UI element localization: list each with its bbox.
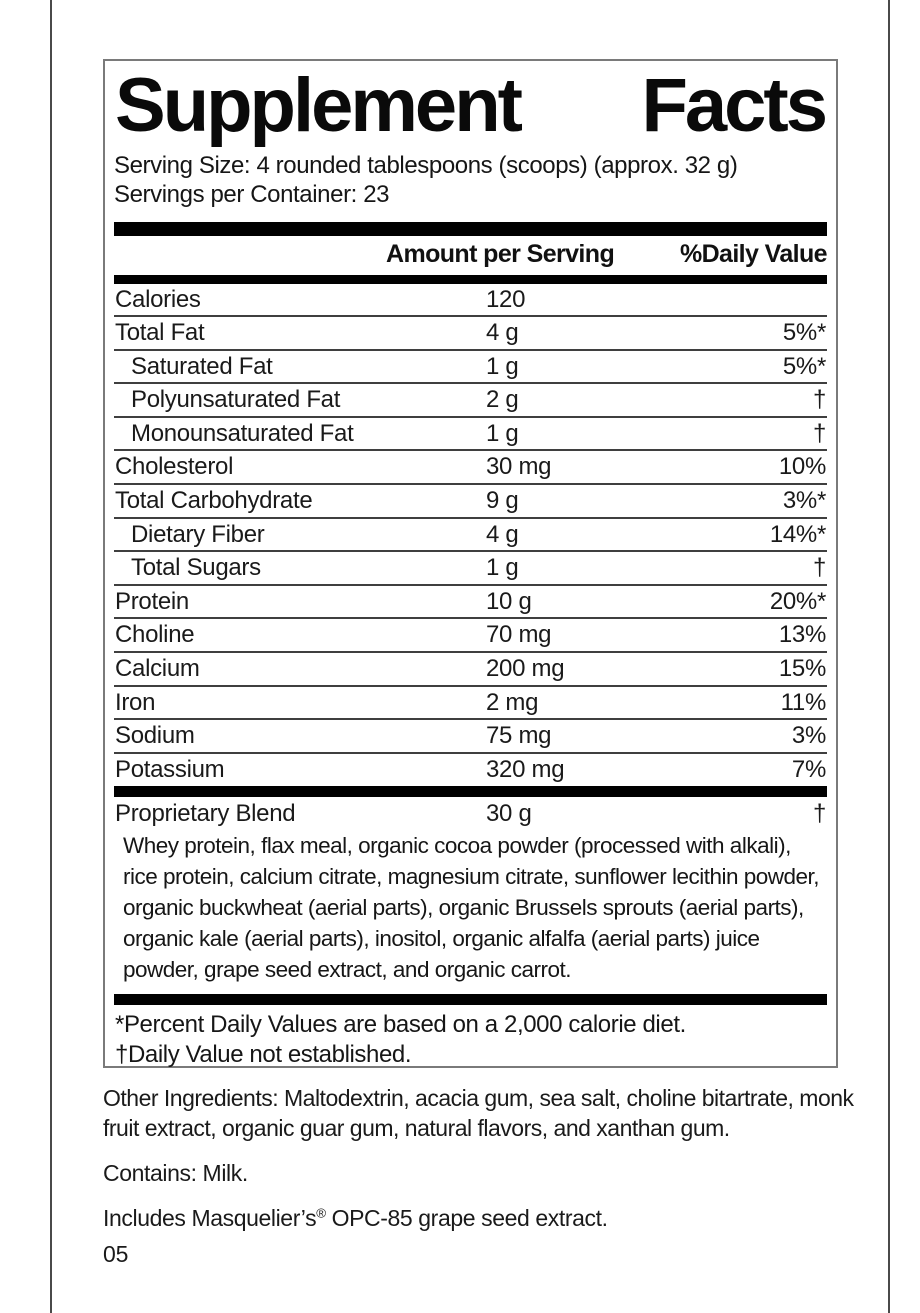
nutrient-daily-value: 20%* (769, 587, 826, 615)
nutrient-amount: 30 mg (486, 453, 552, 481)
nutrient-name: Calcium (115, 655, 200, 683)
nutrient-name: Proprietary Blend (115, 800, 296, 828)
table-row (114, 351, 827, 385)
nutrient-name: Monounsaturated Fat (131, 419, 354, 447)
table-row (114, 586, 827, 620)
includes-suffix: OPC-85 grape seed extract. (325, 1205, 608, 1231)
other-ingredients-text: Other Ingredients: Maltodextrin, acacia gum, sea salt, choline bitartrate, monk fruit extract, organic guar gum, natural flavors, and xanthan gum. (103, 1085, 854, 1141)
nutrient-amount: 9 g (486, 487, 519, 515)
nutrient-amount: 200 mg (486, 655, 565, 683)
nutrient-name: Cholesterol (115, 453, 234, 481)
supplement-facts-title (115, 63, 825, 148)
nutrient-name: Total Fat (115, 319, 205, 347)
footnotes (114, 1005, 827, 1070)
table-row (114, 317, 827, 351)
nutrient-daily-value: 15% (778, 655, 826, 683)
includes-prefix: Includes Masquelier’s (103, 1205, 317, 1231)
panel-edge-left (50, 0, 52, 1313)
nutrient-daily-value: 5%* (782, 352, 826, 380)
nutrient-name: Sodium (115, 722, 195, 750)
nutrient-daily-value: 3% (791, 722, 826, 750)
nutrient-amount: 2 g (486, 386, 519, 414)
table-row (114, 451, 827, 485)
table-row (114, 519, 827, 553)
table-row (114, 384, 827, 418)
table-row (114, 619, 827, 653)
below-box-text (103, 1083, 895, 1268)
nutrient-daily-value: 13% (778, 621, 826, 649)
nutrient-name: Choline (115, 621, 195, 649)
title-word-facts: Facts (641, 63, 825, 148)
nutrient-name: Saturated Fat (131, 352, 273, 380)
nutrient-daily-value: † (812, 386, 826, 414)
nutrient-amount: 1 g (486, 419, 519, 447)
nutrient-amount: 1 g (486, 352, 519, 380)
nutrient-amount: 2 mg (486, 688, 539, 716)
table-row (114, 284, 827, 318)
nutrient-daily-value: † (812, 554, 826, 582)
serving-size-line: Serving Size: 4 rounded tablespoons (scoops) (approx. 32 g) (114, 151, 738, 179)
registered-trademark-symbol: ® (316, 1205, 326, 1221)
nutrient-amount: 70 mg (486, 621, 552, 649)
table-row (114, 485, 827, 519)
nutrient-amount: 4 g (486, 319, 519, 347)
divider-bar-footnotes (114, 994, 827, 1005)
nutrient-name: Calories (115, 285, 201, 313)
nutrient-name: Total Sugars (131, 554, 261, 582)
nutrient-name: Potassium (115, 755, 225, 783)
nutrient-name: Polyunsaturated Fat (131, 386, 341, 414)
nutrient-amount: 320 mg (486, 755, 565, 783)
includes-text (103, 1205, 895, 1232)
title-word-supplement: Supplement (115, 63, 520, 148)
nutrient-name: Iron (115, 688, 156, 716)
nutrient-amount: 4 g (486, 520, 519, 548)
nutrient-daily-value: 14%* (769, 520, 826, 548)
nutrient-name: Dietary Fiber (131, 520, 265, 548)
amount-per-serving-header: Amount per Serving (386, 239, 615, 268)
nutrient-name: Protein (115, 587, 189, 615)
nutrient-daily-value: † (812, 419, 826, 447)
nutrient-amount: 30 g (486, 800, 532, 828)
contains-text: Contains: Milk. (103, 1160, 248, 1186)
nutrient-daily-value: 10% (778, 453, 826, 481)
nutrient-daily-value: 11% (780, 688, 826, 716)
footnote-dagger: †Daily Value not established. (115, 1041, 412, 1069)
table-row (114, 418, 827, 452)
proprietary-blend-description: Whey protein, flax meal, organic cocoa powder (processed with alkali), rice protein, calcium citrate, magnesium citrate, sunflower lecithin powder, organic buckwheat (aerial parts), organic Brussels sprouts (aerial parts), organic kale (aerial parts), inositol, organic alfalfa (aerial parts) juice powder, grape seed extract, and organic carrot. (123, 833, 820, 983)
table-row (114, 552, 827, 586)
nutrient-daily-value: 3%* (782, 487, 826, 515)
nutrient-daily-value: 7% (791, 755, 826, 783)
divider-bar-top (114, 222, 827, 236)
nutrient-name: Total Carbohydrate (115, 487, 313, 515)
nutrient-daily-value: † (812, 800, 826, 828)
servings-per-container-line: Servings per Container: 23 (114, 180, 390, 208)
table-row (114, 754, 827, 786)
daily-value-header: %Daily Value (679, 239, 827, 268)
table-row (114, 653, 827, 687)
nutrient-amount: 120 (486, 285, 526, 313)
divider-bar-blend (114, 786, 827, 797)
nutrient-rows (114, 284, 827, 786)
supplement-facts-box (103, 59, 838, 1068)
column-headers (114, 236, 827, 272)
nutrient-amount: 10 g (486, 587, 532, 615)
table-row (114, 687, 827, 721)
divider-bar-header (114, 275, 827, 284)
nutrient-amount: 1 g (486, 554, 519, 582)
footer-code: 05 (103, 1241, 129, 1267)
nutrient-amount: 75 mg (486, 722, 552, 750)
footnote-daily-values: *Percent Daily Values are based on a 2,000 calorie diet. (115, 1011, 686, 1039)
nutrient-daily-value: 5%* (782, 319, 826, 347)
proprietary-blend-row (114, 797, 827, 830)
table-row (114, 720, 827, 754)
